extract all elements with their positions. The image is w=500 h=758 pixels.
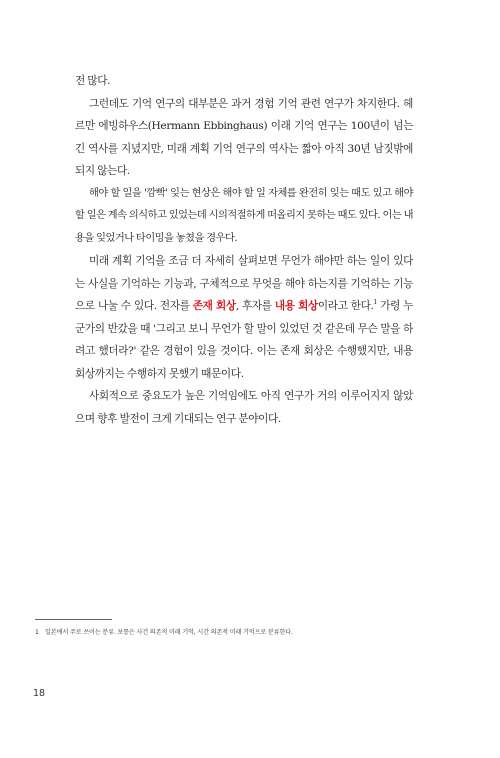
paragraph-4-text-d: 가령 누군가의 반갔을 때 '그리고 보니 무언가 할 말이 있었던 것 같은데 무슨 말을 하려고 했더라?' 같은 경험이 있을 것이다. 이는 존재 회상은 수행했지만, 내용 회상까지는 수행하지 못했기 때문이다. [75, 300, 414, 380]
paragraph-1: 전 많다. [75, 75, 111, 87]
footnote-number: 1 [35, 629, 39, 636]
footnote [35, 627, 435, 636]
footnote-divider [35, 619, 112, 620]
paragraph-4 [75, 250, 413, 385]
footnote-reference: 1 [373, 299, 378, 306]
paragraph-4-text-a: 미래 계획 기억을 조금 더 자세히 살펴보면 무언가 해야만 하는 일이 있다는 사실을 기억하는 기능과, 구체적으로 무엇을 해야 하는지를 기억하는 기능으로 나눌 수 있다. 전자를 [75, 255, 413, 312]
body-text [75, 70, 413, 430]
term-existence-recall: 존재 회상 [192, 300, 236, 312]
term-content-recall: 내용 회상 [274, 300, 318, 312]
paragraph-5: 사회적으로 중요도가 높은 기억임에도 아직 연구가 거의 이루어지지 않았으며 향후 발전이 크게 기대되는 연구 분야이다. [75, 390, 413, 425]
paragraph-4-text-b: , 후자를 [235, 300, 275, 312]
paragraph-4-text-c: 이라고 한다. [317, 300, 374, 312]
footnote-text: 일본에서 주로 쓰이는 분류. 보통은 사건 의존적 미래 기억, 시간 의존적 미래 기억으로 분류한다. [45, 629, 293, 636]
page-number: 18 [33, 688, 46, 699]
paragraph-2: 그런데도 기억 연구의 대부분은 과거 경험 기억 관련 연구가 차지한다. 헤르만 에빙하우스(Hermann Ebbinghaus) 이래 기억 연구는 100년이 넘는 긴 역사를 지녔지만, 미래 계획 기억 연구의 역사는 짧아 아직 30년 남짓밖에 되지 않는다. [75, 97, 413, 177]
paragraph-3: 해야 할 일을 '깜빡' 잊는 현상은 해야 할 일 자체를 완전히 잊는 때도 있고 해야 할 일은 계속 의식하고 있었는데 시의적절하게 떠올리지 못하는 때도 있다. 이는 내용을 잊었거나 타이밍을 놓쳤을 경우다. [75, 187, 413, 244]
